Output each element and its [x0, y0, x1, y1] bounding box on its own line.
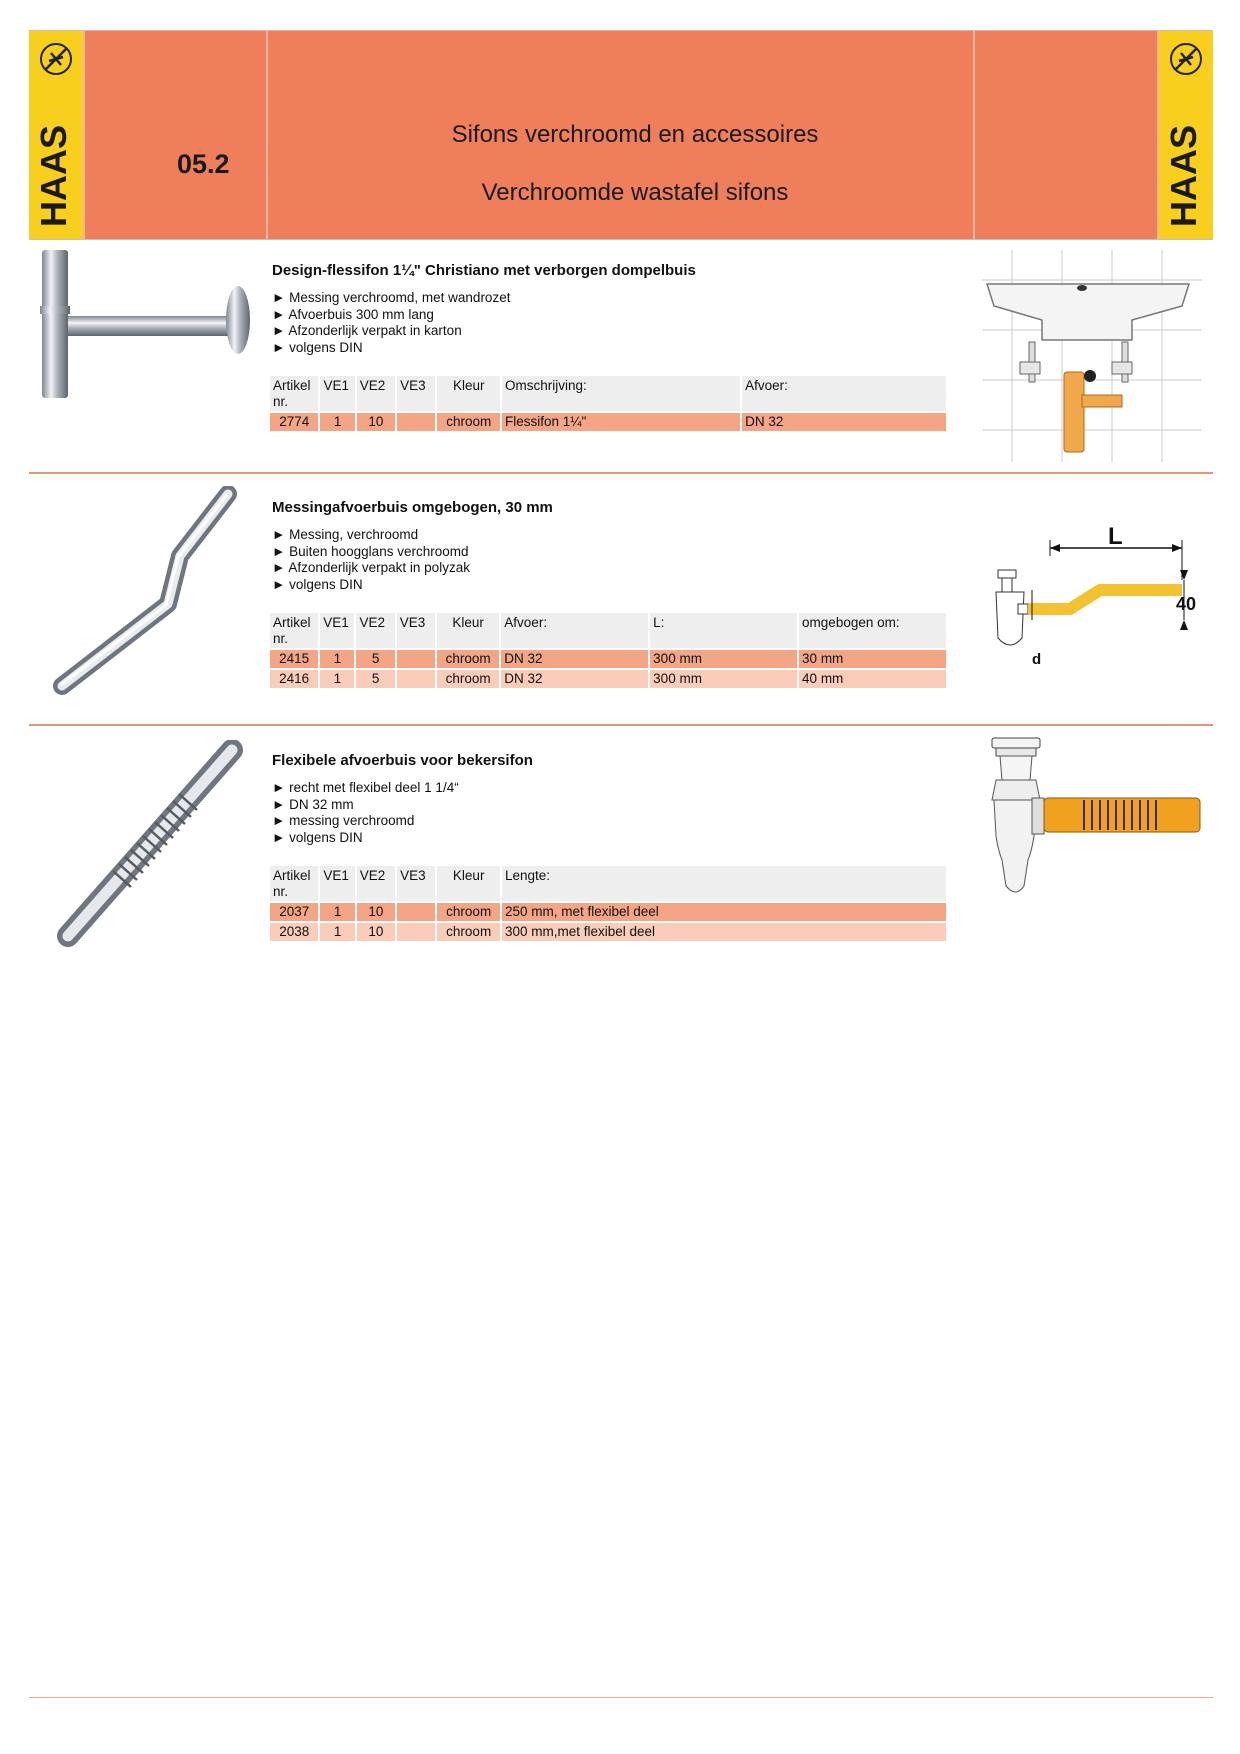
feature-item: ► Messing, verchroomd	[272, 527, 419, 542]
feature-item: ► DN 32 mm	[272, 796, 354, 812]
table-cell: chroom	[437, 413, 500, 431]
haas-logo	[1159, 31, 1213, 239]
column-header: Kleur	[437, 866, 500, 901]
column-header: VE2	[356, 613, 394, 648]
table-cell: chroom	[437, 903, 500, 921]
table-cell	[397, 923, 435, 941]
table-header-row	[270, 866, 946, 901]
table-cell: 1	[320, 413, 354, 431]
svg-text:40: 40	[1176, 594, 1197, 614]
table-row	[270, 650, 946, 668]
product-features	[272, 527, 470, 593]
table-header-row	[270, 376, 946, 411]
feature-item: ► Afzonderlijk verpakt in polyzak	[272, 560, 470, 575]
header-divider	[973, 31, 975, 239]
article-number: 2038	[270, 923, 318, 941]
table-cell: 10	[357, 923, 395, 941]
haas-logo	[29, 31, 83, 239]
bent-pipe-dimension-drawing	[990, 520, 1205, 670]
sink-installation-drawing	[982, 250, 1202, 462]
product-title: Design-flessifon 1¼" Christiano met verborgen dompelbuis	[272, 262, 696, 279]
column-header: VE1	[320, 376, 354, 411]
footer-divider	[29, 1697, 1213, 1698]
column-header: VE2	[357, 866, 395, 901]
section-divider	[29, 724, 1213, 726]
table-row	[270, 413, 946, 431]
feature-item: ► Afzonderlijk verpakt in karton	[272, 323, 462, 338]
table-cell	[397, 670, 435, 688]
table-cell: chroom	[437, 670, 499, 688]
page-header	[29, 30, 1213, 240]
column-header: omgebogen om:	[799, 613, 946, 648]
table-cell: chroom	[437, 650, 499, 668]
svg-text:d: d	[1032, 651, 1042, 668]
flexible-drain-pipe-photo	[54, 740, 244, 952]
column-header: VE1	[320, 613, 354, 648]
table-row	[270, 670, 946, 688]
column-header: Afvoer:	[501, 613, 648, 648]
column-header: VE3	[397, 376, 435, 411]
table-cell: DN 32	[742, 413, 946, 431]
column-header: L:	[650, 613, 797, 648]
column-header: Afvoer:	[742, 376, 946, 411]
section-divider	[29, 472, 1213, 474]
table-cell: chroom	[437, 923, 500, 941]
article-number: 2037	[270, 903, 318, 921]
feature-item: ► messing verchroomd	[272, 813, 415, 828]
table-cell	[397, 413, 435, 431]
feature-item: ► recht met flexibel deel 1 1/4“	[272, 780, 459, 795]
table-cell: 250 mm, met flexibel deel	[502, 903, 946, 921]
column-header: Kleur	[437, 613, 499, 648]
feature-item: ► volgens DIN	[272, 339, 363, 355]
table-cell: 1	[320, 650, 354, 668]
table-header-row	[270, 613, 946, 648]
table-cell: 10	[357, 903, 395, 921]
page-title: Sifons verchroomd en accessoires	[451, 121, 819, 148]
svg-text:L: L	[1108, 523, 1123, 550]
table-cell: 10	[357, 413, 395, 431]
product-title: Messingafvoerbuis omgebogen, 30 mm	[272, 499, 553, 516]
feature-item: ► Buiten hoogglans verchroomd	[272, 543, 469, 559]
article-number: 2416	[270, 670, 318, 688]
product-features	[272, 290, 510, 356]
column-header: Artikel nr.	[270, 866, 318, 901]
bottle-trap-photo	[40, 246, 260, 406]
feature-item: ► Messing verchroomd, met wandrozet	[272, 290, 511, 305]
page-subtitle: Verchroomde wastafel sifons	[481, 179, 789, 206]
product-table	[268, 374, 948, 433]
table-cell: 1	[320, 903, 354, 921]
table-cell: 300 mm	[650, 670, 797, 688]
table-cell: 5	[356, 670, 394, 688]
table-cell: 40 mm	[799, 670, 946, 688]
header-divider	[266, 31, 268, 239]
article-number: 2774	[270, 413, 318, 431]
table-cell	[397, 903, 435, 921]
header-divider	[83, 31, 85, 239]
column-header: Artikel nr.	[270, 376, 318, 411]
table-cell: 300 mm,met flexibel deel	[502, 923, 946, 941]
column-header: Kleur	[437, 376, 500, 411]
feature-item: ► volgens DIN	[272, 576, 363, 592]
column-header: VE3	[397, 613, 435, 648]
product-features	[272, 780, 459, 846]
column-header: VE3	[397, 866, 435, 901]
table-cell: 300 mm	[650, 650, 797, 668]
table-cell: DN 32	[501, 670, 648, 688]
column-header: VE1	[320, 866, 354, 901]
bottle-trap-flex-drawing	[984, 736, 1204, 916]
section-code: 05.2	[177, 149, 230, 179]
svg-text:HAAS: HAAS	[1163, 124, 1204, 227]
table-cell: DN 32	[501, 650, 648, 668]
feature-item: ► volgens DIN	[272, 829, 363, 845]
column-header: Lengte:	[502, 866, 946, 901]
article-number: 2415	[270, 650, 318, 668]
product-title: Flexibele afvoerbuis voor bekersifon	[272, 752, 533, 769]
table-row	[270, 923, 946, 941]
svg-text:HAAS: HAAS	[33, 124, 74, 227]
table-cell: 1	[320, 670, 354, 688]
table-cell	[397, 650, 435, 668]
table-cell: Flessifon 1¼"	[502, 413, 740, 431]
table-cell: 1	[320, 923, 354, 941]
table-row	[270, 903, 946, 921]
column-header: Omschrijving:	[502, 376, 740, 411]
column-header: Artikel nr.	[270, 613, 318, 648]
product-table	[268, 611, 948, 690]
bent-drain-pipe-photo	[50, 486, 240, 696]
table-cell: 30 mm	[799, 650, 946, 668]
feature-item: ► Afvoerbuis 300 mm lang	[272, 306, 434, 322]
column-header: VE2	[357, 376, 395, 411]
product-table	[268, 864, 948, 943]
table-cell: 5	[356, 650, 394, 668]
